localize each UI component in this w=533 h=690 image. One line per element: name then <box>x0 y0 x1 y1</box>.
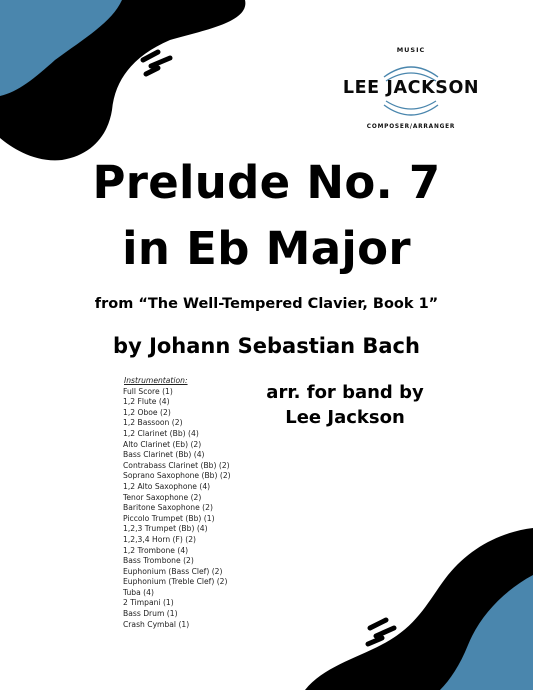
instrument-item: Alto Clarinet (Eb) (2) <box>123 439 202 449</box>
instrument-item: Piccolo Trumpet (Bb) (1) <box>123 513 215 523</box>
instrument-item: 1,2 Flute (4) <box>123 397 170 407</box>
instrument-item: Euphonium (Treble Clef) (2) <box>123 577 228 587</box>
instrument-item: Full Score (1) <box>123 386 173 396</box>
instrumentation-items <box>123 387 231 631</box>
subtitle: from “The Well-Tempered Clavier, Book 1” <box>94 296 439 312</box>
instrument-item: Contrabass Clarinet (Bb) (2) <box>123 460 230 470</box>
instrument-item: Crash Cymbal (1) <box>123 619 190 629</box>
title-line-2: in Eb Major <box>122 222 411 275</box>
instrument-item: 1,2 Bassoon (2) <box>123 418 183 428</box>
logo-top-text: MUSIC <box>396 46 426 54</box>
instrument-item: 1,2 Clarinet (Bb) (4) <box>123 428 199 438</box>
instrument-item: 1,2,3,4 Horn (F) (2) <box>123 534 197 544</box>
instrument-item: Bass Drum (1) <box>123 609 178 619</box>
instrumentation-list <box>123 376 231 630</box>
arranger-line-1: arr. for band by <box>266 382 424 403</box>
instrument-item: 1,2 Oboe (2) <box>123 407 171 417</box>
composer: by Johann Sebastian Bach <box>113 334 420 358</box>
arranger-credit <box>245 380 445 430</box>
instrumentation-heading: Instrumentation: <box>124 376 188 385</box>
instrument-item: Bass Trombone (2) <box>123 556 194 566</box>
lee-jackson-logo <box>336 44 486 140</box>
instrument-item: Soprano Saxophone (Bb) (2) <box>123 471 231 481</box>
instrument-item: Tenor Saxophone (2) <box>123 492 202 502</box>
instrument-item: Bass Clarinet (Bb) (4) <box>123 450 205 460</box>
instrument-item: 1,2 Trombone (4) <box>123 545 189 555</box>
instrument-item: 1,2,3 Trumpet (Bb) (4) <box>123 524 208 534</box>
top-left-dashes <box>143 52 170 74</box>
logo-name: LEE JACKSON <box>342 78 480 98</box>
instrument-item: Tuba (4) <box>123 587 154 597</box>
logo-subtitle: COMPOSER/ARRANGER <box>366 124 456 130</box>
instrument-item: 1,2 Alto Saxophone (4) <box>123 481 211 491</box>
instrument-item: Euphonium (Bass Clef) (2) <box>123 566 223 576</box>
instrument-item: 2 Timpani (1) <box>123 598 174 608</box>
instrument-item: Baritone Saxophone (2) <box>123 503 213 513</box>
title-line-1: Prelude No. 7 <box>92 156 441 209</box>
arranger-line-2: Lee Jackson <box>285 407 405 428</box>
